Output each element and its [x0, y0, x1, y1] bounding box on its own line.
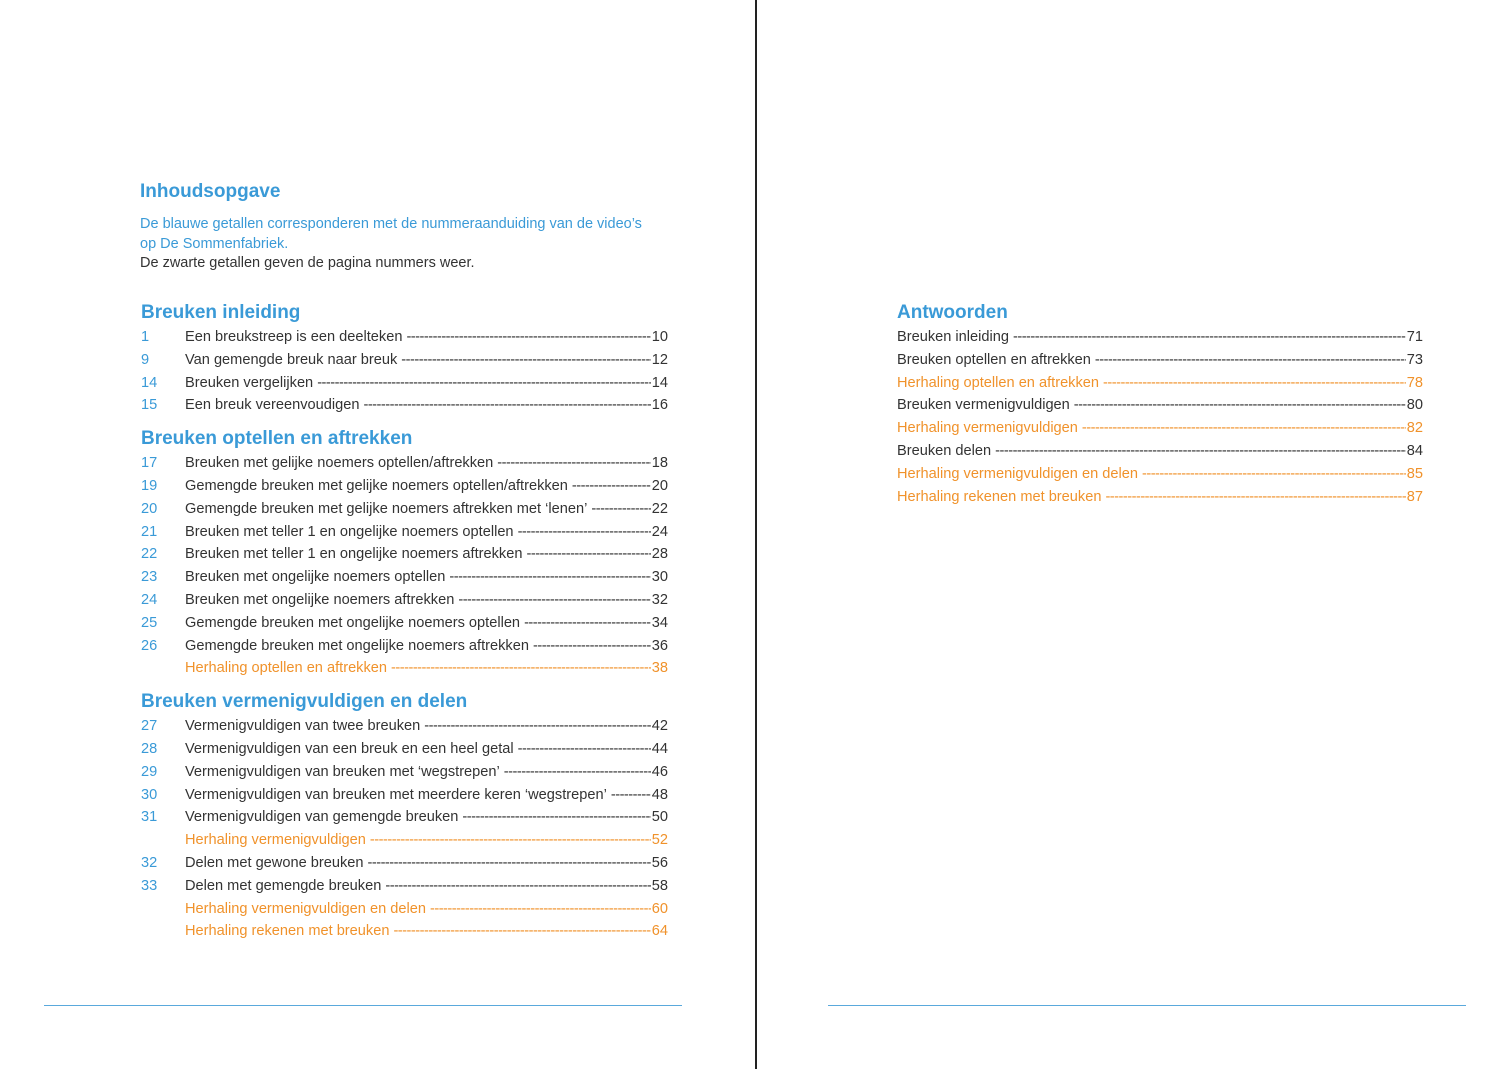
intro-text [140, 215, 660, 274]
entry-label: Gemengde breuken met ongelijke noemers optellen [185, 614, 521, 631]
video-number: 15 [141, 397, 158, 414]
toc-entry[interactable] [141, 784, 668, 807]
dotted-leader [1013, 326, 1406, 349]
section-heading: Breuken inleiding [141, 302, 301, 323]
page-number: 24 [651, 523, 668, 540]
entry-label: Breuken met ongelijke noemers aftrekken [185, 591, 455, 608]
section-gap [141, 417, 668, 426]
dotted-leader [504, 761, 651, 784]
page-number: 16 [651, 397, 668, 414]
dotted-leader [524, 612, 651, 635]
toc-entry[interactable] [897, 394, 1423, 417]
toc-entry[interactable] [897, 326, 1423, 349]
toc-entry[interactable] [141, 372, 668, 395]
toc-entry[interactable] [141, 452, 668, 475]
video-number: 30 [141, 786, 158, 803]
toc-entry[interactable] [141, 920, 668, 943]
dotted-leader [526, 543, 650, 566]
entry-label: Breuken delen [897, 442, 992, 459]
left-page [0, 0, 755, 1069]
dotted-leader [391, 657, 651, 680]
page-number: 71 [1406, 329, 1423, 345]
entry-label: Breuken met ongelijke noemers optellen [185, 569, 446, 586]
footer-rule-left [44, 1005, 682, 1006]
entry-label: Vermenigvuldigen van een breuk en een heel getal [185, 740, 514, 757]
dotted-leader [518, 738, 651, 761]
page-number: 78 [1406, 374, 1423, 391]
entry-label: Een breukstreep is een deelteken [185, 329, 403, 345]
dotted-leader [572, 475, 651, 498]
entry-label: Breuken vergelijken [185, 374, 314, 391]
dotted-leader [401, 349, 650, 372]
section-heading: Breuken optellen en aftrekken [141, 428, 413, 450]
dotted-leader [591, 498, 650, 521]
entry-label: Breuken optellen en aftrekken [897, 351, 1091, 368]
page-number: 36 [651, 637, 668, 654]
video-number: 22 [141, 546, 158, 563]
video-number: 25 [141, 614, 158, 631]
toc-entry[interactable] [897, 349, 1423, 372]
entry-label: Vermenigvuldigen van breuken met ‘wegstrepen’ [185, 763, 500, 780]
video-number: 19 [141, 477, 158, 494]
table-of-contents-left [141, 300, 668, 943]
video-number: 27 [141, 718, 158, 735]
dotted-leader [317, 372, 651, 395]
dotted-leader [406, 326, 650, 349]
video-number: 24 [141, 591, 158, 608]
entry-label: Herhaling optellen en aftrekken [897, 374, 1100, 391]
dotted-leader [393, 920, 650, 943]
toc-entry[interactable] [897, 486, 1423, 509]
page-number: 84 [1406, 442, 1423, 459]
toc-entry[interactable] [141, 829, 668, 852]
intro-blue-text: De blauwe getallen corresponderen met de nummeraanduiding van de video’s op De Sommenfabriek. [140, 216, 642, 252]
page-number: 80 [1406, 397, 1423, 414]
entry-label: Gemengde breuken met gelijke noemers optellen/aftrekken [185, 477, 568, 494]
page-number: 34 [651, 614, 668, 631]
page-number: 32 [651, 591, 668, 608]
entry-label: Breuken met teller 1 en ongelijke noemers optellen [185, 523, 514, 540]
dotted-leader [995, 440, 1406, 463]
entry-label: Delen met gemengde breuken [185, 877, 382, 894]
dotted-leader [367, 852, 650, 875]
page-number: 52 [651, 832, 668, 849]
entry-label: Vermenigvuldigen van breuken met meerdere keren ‘wegstrepen’ [185, 786, 607, 803]
entry-label: Vermenigvuldigen van gemengde breuken [185, 809, 459, 826]
dotted-leader [1082, 417, 1406, 440]
entry-label: Breuken vermenigvuldigen [897, 397, 1070, 414]
toc-entry[interactable] [141, 394, 668, 417]
toc-entry[interactable] [141, 498, 668, 521]
page-number: 60 [651, 900, 668, 917]
dotted-leader [1105, 486, 1405, 509]
entry-label: Breuken met teller 1 en ongelijke noemers aftrekken [185, 546, 523, 563]
entry-label: Herhaling rekenen met breuken [897, 488, 1102, 505]
entry-label: Delen met gewone breuken [185, 854, 364, 871]
toc-entry[interactable] [141, 657, 668, 680]
toc-entry[interactable] [141, 326, 668, 349]
dotted-leader [385, 875, 650, 898]
toc-entry[interactable] [141, 898, 668, 921]
page-number: 14 [651, 374, 668, 391]
page-number: 20 [651, 477, 668, 494]
section-heading: Antwoorden [897, 302, 1008, 323]
toc-entry[interactable] [141, 635, 668, 658]
dotted-leader [1095, 349, 1406, 372]
dotted-leader [449, 566, 650, 589]
entry-label: Gemengde breuken met ongelijke noemers aftrekken [185, 637, 529, 654]
toc-entry[interactable] [141, 875, 668, 898]
page-number: 44 [651, 740, 668, 757]
video-number: 1 [141, 329, 150, 345]
document-title: Inhoudsopgave [140, 181, 281, 202]
entry-label: Herhaling vermenigvuldigen en delen [185, 900, 426, 917]
dotted-leader [370, 829, 651, 852]
page-number: 56 [651, 854, 668, 871]
video-number: 28 [141, 740, 158, 757]
table-of-contents-right [897, 300, 1423, 508]
entry-label: Vermenigvuldigen van twee breuken [185, 718, 421, 735]
toc-entry[interactable] [141, 521, 668, 544]
toc-entry[interactable] [141, 349, 668, 372]
dotted-leader [462, 806, 650, 829]
page-number: 87 [1406, 488, 1423, 505]
dotted-leader [458, 589, 650, 612]
entry-label: Van gemengde breuk naar breuk [185, 351, 398, 368]
video-number: 14 [141, 374, 158, 391]
toc-entry[interactable] [141, 589, 668, 612]
section-heading: Breuken vermenigvuldigen en delen [141, 691, 468, 713]
entry-label: Een breuk vereenvoudigen [185, 397, 360, 414]
dotted-leader [533, 635, 651, 658]
page-number: 46 [651, 763, 668, 780]
page-number: 85 [1406, 465, 1423, 482]
toc-entry[interactable] [141, 612, 668, 635]
entry-label: Herhaling vermenigvuldigen [897, 420, 1078, 437]
page-number: 30 [651, 569, 668, 586]
video-number: 29 [141, 763, 158, 780]
dotted-leader [1103, 372, 1406, 395]
dotted-leader [424, 715, 650, 738]
toc-entry[interactable] [897, 372, 1423, 395]
video-number: 23 [141, 569, 158, 586]
toc-entry[interactable] [141, 715, 668, 738]
right-page [757, 0, 1511, 1069]
dotted-leader [518, 521, 651, 544]
page-number: 73 [1406, 351, 1423, 368]
toc-entry[interactable] [141, 806, 668, 829]
section-gap [141, 680, 668, 689]
video-number: 32 [141, 854, 158, 871]
toc-entry[interactable] [897, 463, 1423, 486]
dotted-leader [1142, 463, 1406, 486]
toc-entry[interactable] [141, 761, 668, 784]
toc-entry[interactable] [897, 440, 1423, 463]
video-number: 31 [141, 809, 158, 826]
toc-entry[interactable] [141, 475, 668, 498]
page-number: 28 [651, 546, 668, 563]
entry-label: Breuken met gelijke noemers optellen/aftrekken [185, 455, 494, 472]
page-number: 18 [651, 455, 668, 472]
entry-label: Herhaling rekenen met breuken [185, 923, 390, 940]
page-number: 82 [1406, 420, 1423, 437]
toc-entry[interactable] [141, 543, 668, 566]
dotted-leader [430, 898, 651, 921]
video-number: 20 [141, 500, 158, 517]
video-number: 26 [141, 637, 158, 654]
toc-entry[interactable] [141, 852, 668, 875]
toc-entry[interactable] [141, 738, 668, 761]
page-number: 50 [651, 809, 668, 826]
page-number: 22 [651, 500, 668, 517]
entry-label: Gemengde breuken met gelijke noemers aftrekken met ‘lenen’ [185, 500, 588, 517]
dotted-leader [363, 394, 650, 417]
intro-black-text: De zwarte getallen geven de pagina nummers weer. [140, 255, 475, 271]
toc-entry[interactable] [897, 417, 1423, 440]
entry-label: Herhaling optellen en aftrekken [185, 660, 388, 677]
entry-label: Herhaling vermenigvuldigen [185, 832, 366, 849]
toc-entry[interactable] [141, 566, 668, 589]
page-number: 48 [651, 786, 668, 803]
entry-label: Breuken inleiding [897, 329, 1009, 345]
video-number: 21 [141, 523, 158, 540]
footer-rule-right [828, 1005, 1466, 1006]
page-number: 58 [651, 877, 668, 894]
page-number: 10 [651, 329, 668, 345]
page-number: 38 [651, 660, 668, 677]
page-number: 12 [651, 351, 668, 368]
video-number: 33 [141, 877, 158, 894]
video-number: 9 [141, 351, 150, 368]
dotted-leader [611, 784, 651, 807]
page-number: 42 [651, 718, 668, 735]
entry-label: Herhaling vermenigvuldigen en delen [897, 465, 1138, 482]
dotted-leader [1074, 394, 1406, 417]
dotted-leader [497, 452, 651, 475]
page-number: 64 [651, 923, 668, 940]
video-number: 17 [141, 455, 158, 472]
